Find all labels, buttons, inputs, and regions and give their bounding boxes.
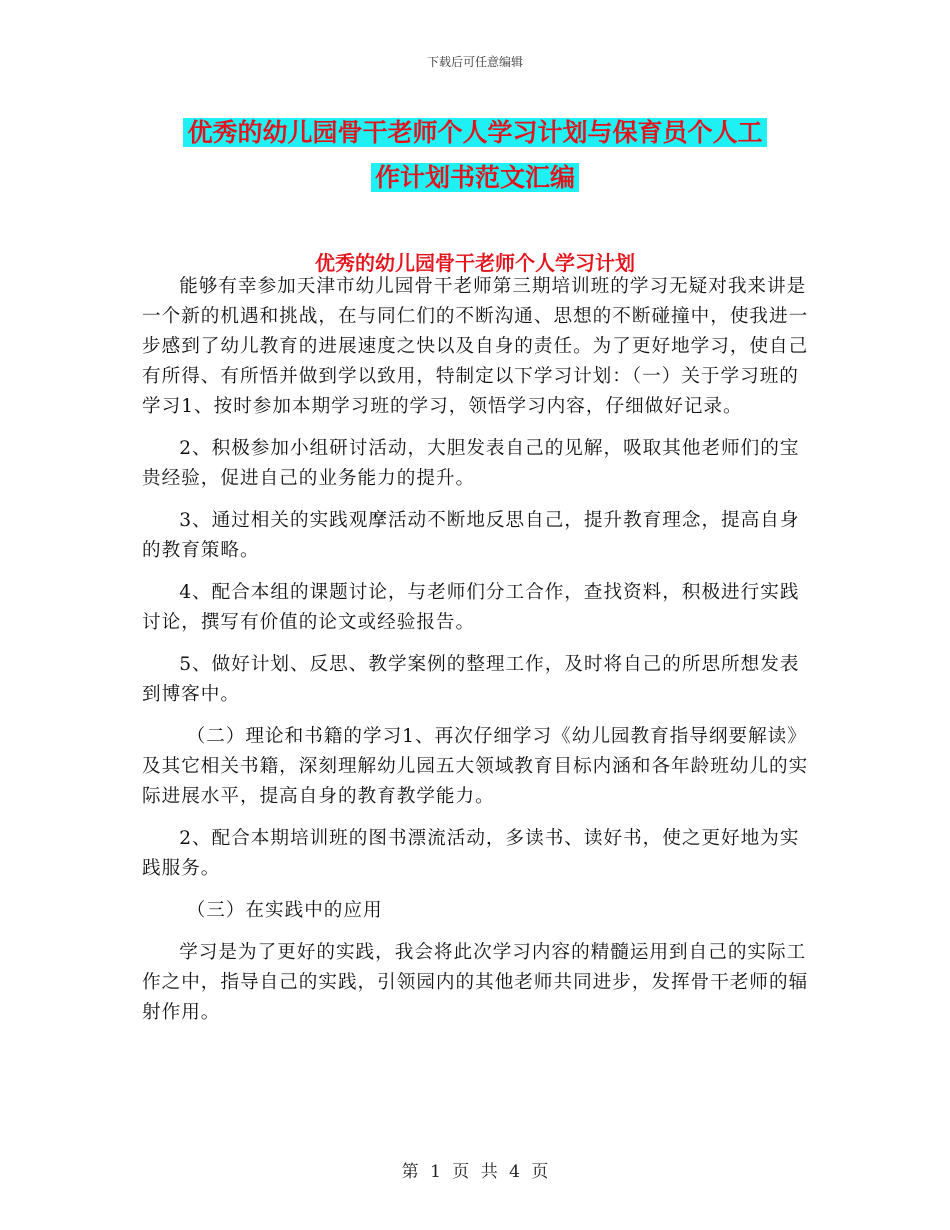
document-title [0, 110, 950, 200]
document-body [142, 272, 814, 1040]
document-title-line-1: 优秀的幼儿园骨干老师个人学习计划与保育员个人工 [183, 118, 766, 147]
section-title: 优秀的幼儿园骨干老师个人学习计划 [315, 251, 635, 275]
page-number: 第 1 页 共 4 页 [401, 1162, 549, 1182]
paragraph-item-3: 3、通过相关的实践观摩活动不断地反思自己，提升教育理念，提高自身的教育策略。 [142, 510, 800, 561]
paragraph-intro: 能够有幸参加天津市幼儿园骨干老师第三期培训班的学习无疑对我来讲是一个新的机遇和挑战，在与同仁们的不断沟通、思想的不断碰撞中，使我进一步感到了幼儿教育的进展速度之快以及自身的责任。为了更好地学习，使自己有所得、有所悟并做到学以致用，特制定以下学习计划：（一）关于学习班的学习1、按时参加本期学习班的学习，领悟学习内容，仔细做好记录。 [142, 276, 809, 417]
header-note: 下载后可任意编辑 [426, 55, 523, 69]
paragraph-item-2: 2、积极参加小组研讨活动，大胆发表自己的见解，吸取其他老师们的宝贵经验，促进自己的业务能力的提升。 [142, 438, 800, 489]
document-title-line-2: 作计划书范文汇编 [371, 163, 579, 192]
subheading-practice: （三）在实践中的应用 [186, 900, 383, 921]
paragraph-item-5: 5、做好计划、反思、教学案例的整理工作，及时将自己的所思所想发表到博客中。 [142, 654, 800, 705]
paragraph-item-4: 4、配合本组的课题讨论，与老师们分工合作，查找资料，积极进行实践讨论，撰写有价值的论文或经验报告。 [142, 582, 800, 633]
paragraph-theory: （二）理论和书籍的学习1、再次仔细学习《幼儿园教育指导纲要解读》及其它相关书籍，深刻理解幼儿园五大领域教育目标内涵和各年龄班幼儿的实际进展水平，提高自身的教育教学能力。 [142, 726, 809, 807]
paragraph-practice: 学习是为了更好的实践，我会将此次学习内容的精髓运用到自己的实际工作之中，指导自己的实践，引领园内的其他老师共同进步，发挥骨干老师的辐射作用。 [142, 942, 809, 1023]
paragraph-reading: 2、配合本期培训班的图书漂流活动，多读书、读好书，使之更好地为实践服务。 [142, 828, 800, 879]
